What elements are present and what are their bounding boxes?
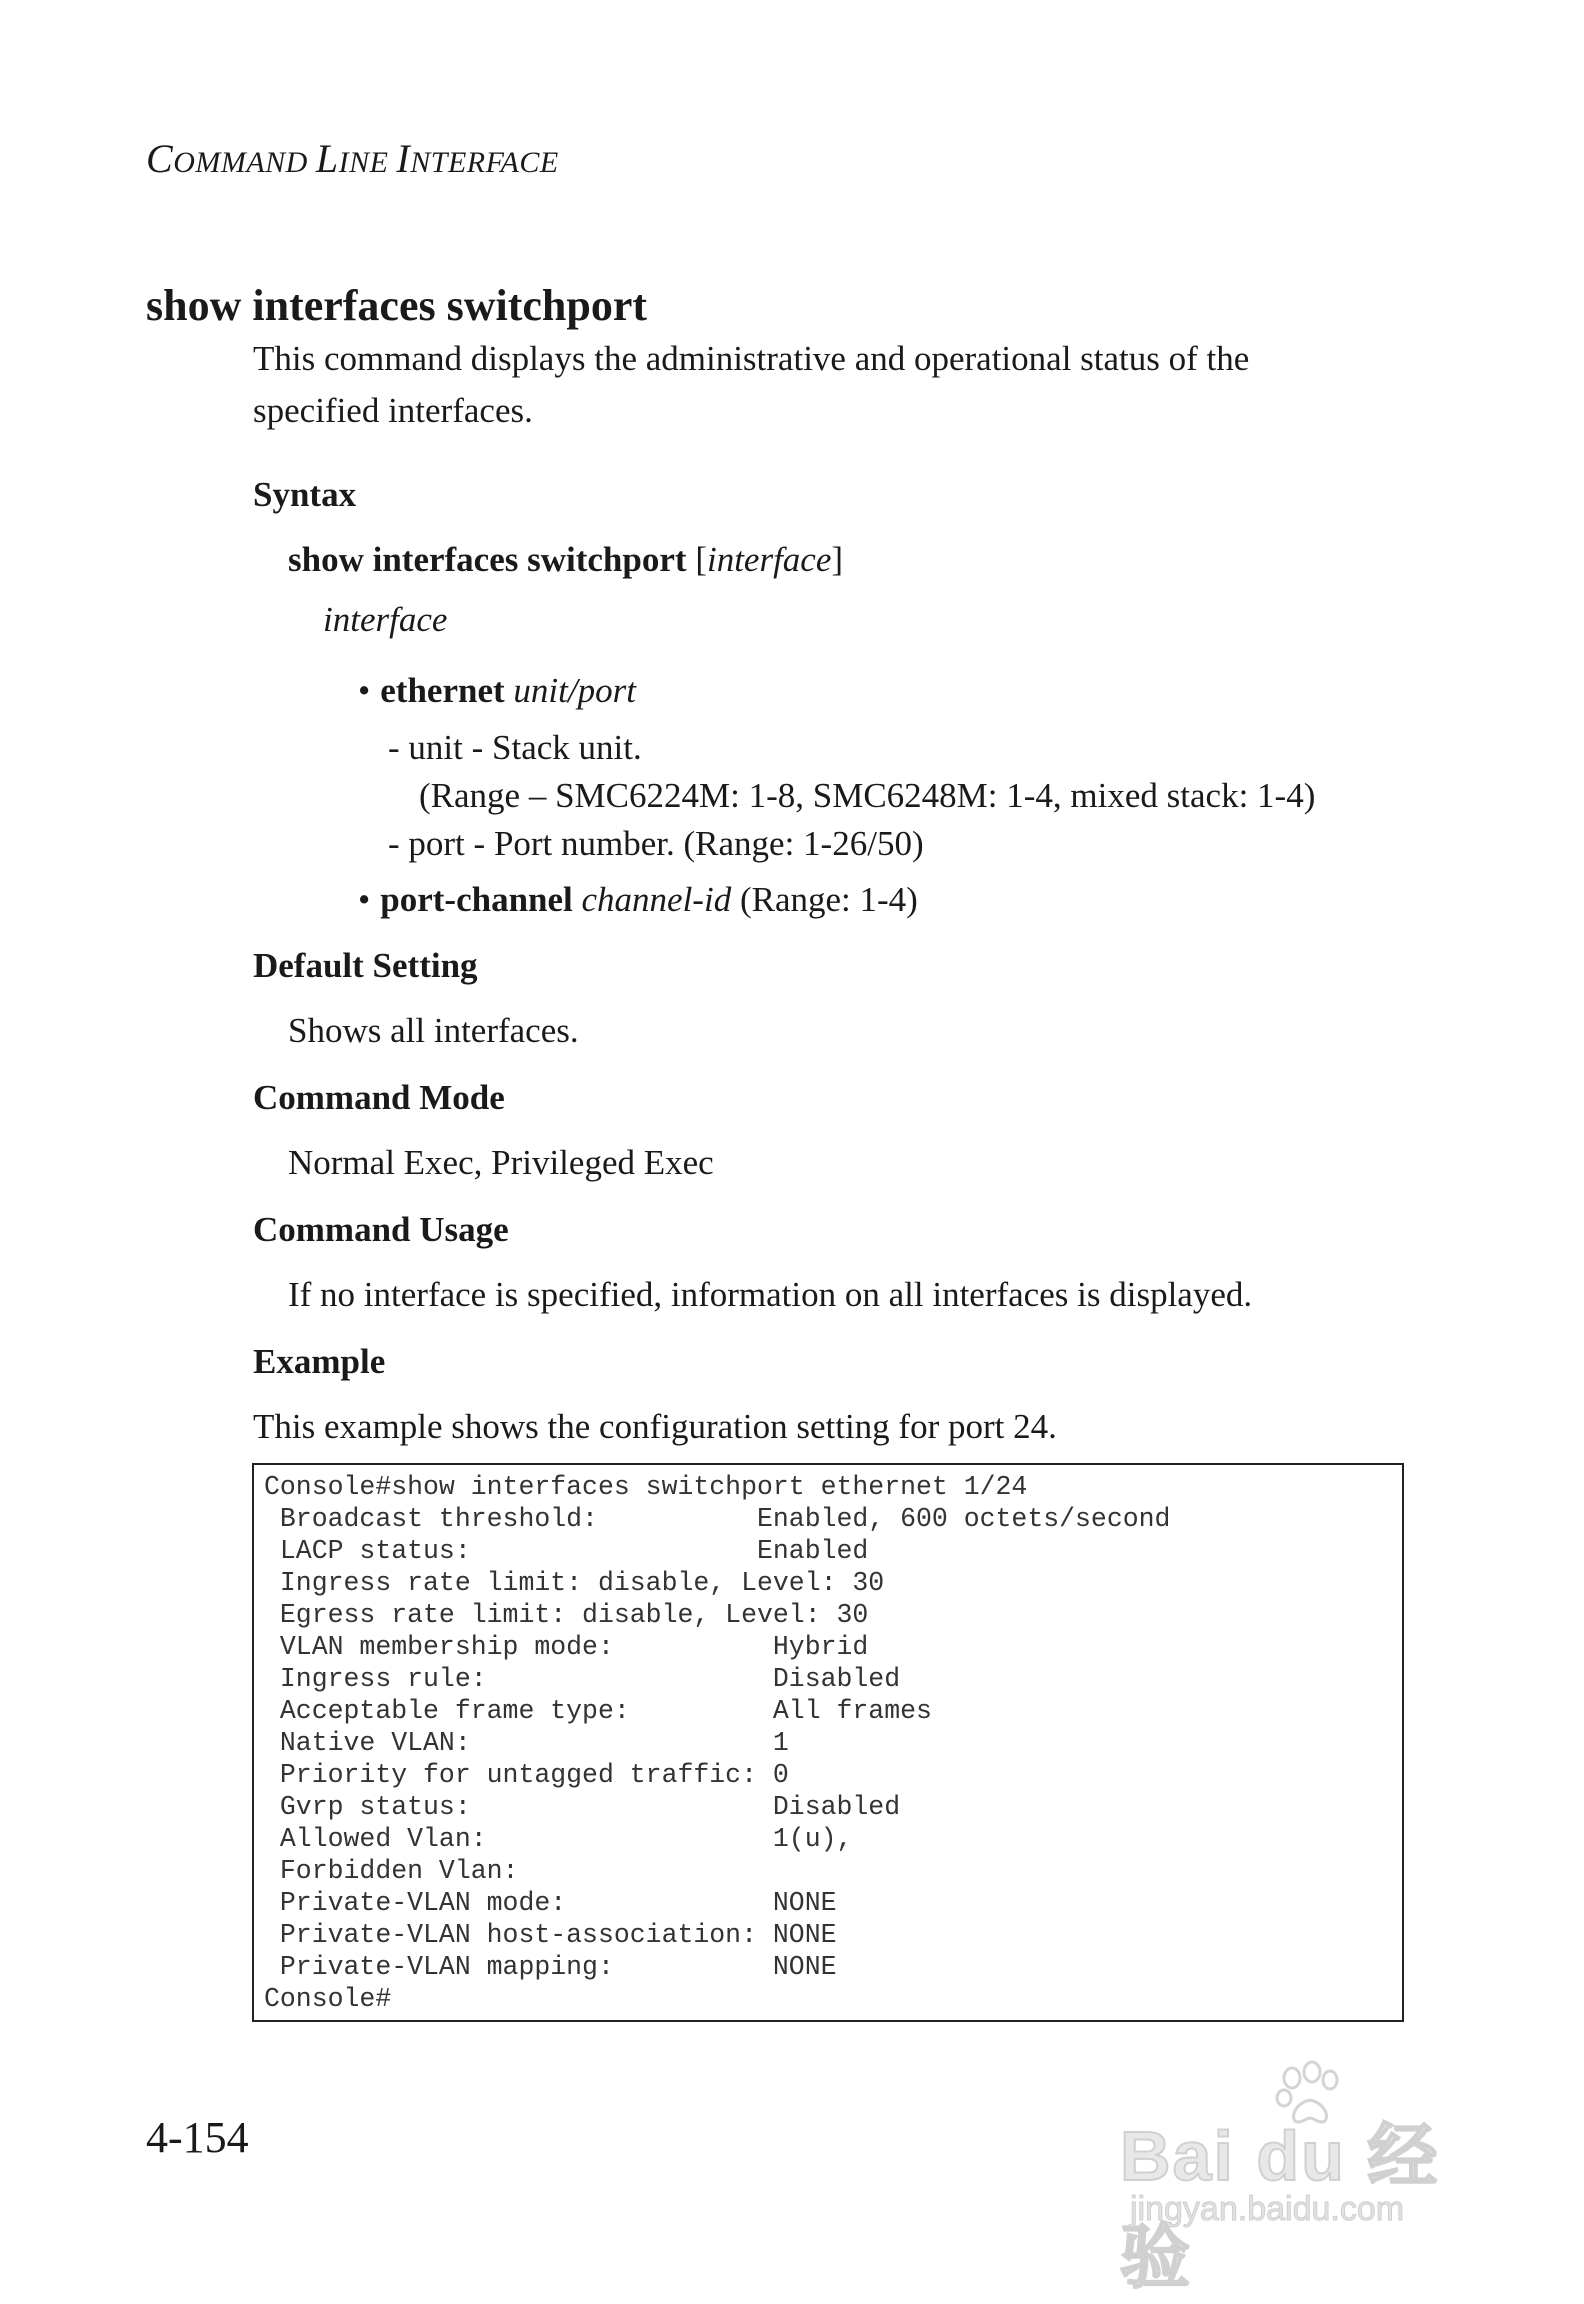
console-line: Allowed Vlan: 1(u), <box>264 1824 853 1854</box>
running-head: COMMAND LINE INTERFACE <box>146 136 559 181</box>
example-text: This example shows the configuration setting for port 24. <box>253 1407 1057 1446</box>
console-line: Console# <box>264 1984 392 2014</box>
syntax-command: show interfaces switchport <box>288 540 687 579</box>
example-heading: Example <box>253 1342 386 1381</box>
console-line: Broadcast threshold: Enabled, 600 octets/second <box>264 1504 1171 1534</box>
command-mode-text: Normal Exec, Privileged Exec <box>288 1143 714 1182</box>
console-line: LACP status: Enabled <box>264 1536 869 1566</box>
console-line: Egress rate limit: disable, Level: 30 <box>264 1600 869 1630</box>
watermark-url: jingyan.baidu.com <box>1130 2190 1405 2228</box>
syntax-line: show interfaces switchport [interface] <box>288 540 844 579</box>
command-usage-text: If no interface is specified, information on all interfaces is displayed. <box>288 1275 1253 1314</box>
console-line: Acceptable frame type: All frames <box>264 1696 932 1726</box>
console-line: Forbidden Vlan: <box>264 1856 519 1886</box>
console-line: Console#show interfaces switchport ethernet 1/24 <box>264 1472 1028 1502</box>
default-setting-heading: Default Setting <box>253 946 478 985</box>
command-usage-heading: Command Usage <box>253 1210 509 1249</box>
command-mode-heading: Command Mode <box>253 1078 505 1117</box>
console-line: VLAN membership mode: Hybrid <box>264 1632 869 1662</box>
console-line: Private-VLAN host-association: NONE <box>264 1920 837 1950</box>
param-option-port-channel: • port-channel channel-id (Range: 1-4) <box>358 880 918 919</box>
command-description <box>253 333 1249 437</box>
syntax-heading: Syntax <box>253 475 357 514</box>
console-line: Private-VLAN mapping: NONE <box>264 1952 837 1982</box>
console-line: Gvrp status: Disabled <box>264 1792 901 1822</box>
sub-option-port: - port - Port number. (Range: 1-26/50) <box>388 824 924 863</box>
watermark-logo-text: Bai du 经验 <box>1120 2117 1440 2296</box>
console-line: Ingress rate limit: disable, Level: 30 <box>264 1568 885 1598</box>
console-output <box>252 1463 1404 2022</box>
baidu-watermark <box>1120 2060 1500 2296</box>
console-line: Priority for untagged traffic: 0 <box>264 1760 789 1790</box>
sub-option-unit-range: (Range – SMC6224M: 1-8, SMC6248M: 1-4, mixed stack: 1-4) <box>419 776 1316 815</box>
default-setting-text: Shows all interfaces. <box>288 1011 579 1050</box>
command-title: show interfaces switchport <box>146 281 648 330</box>
sub-option-unit: - unit - Stack unit. <box>388 728 642 767</box>
console-line: Native VLAN: 1 <box>264 1728 789 1758</box>
description-line: specified interfaces. <box>253 391 533 430</box>
page-number: 4-154 <box>146 2113 249 2162</box>
console-line: Private-VLAN mode: NONE <box>264 1888 837 1918</box>
console-line: Ingress rule: Disabled <box>264 1664 901 1694</box>
description-line: This command displays the administrative and operational status of the <box>253 339 1250 378</box>
syntax-param: interface <box>323 600 448 639</box>
param-option-ethernet: • ethernet unit/port <box>358 671 636 710</box>
syntax-arg: interface <box>706 540 832 579</box>
